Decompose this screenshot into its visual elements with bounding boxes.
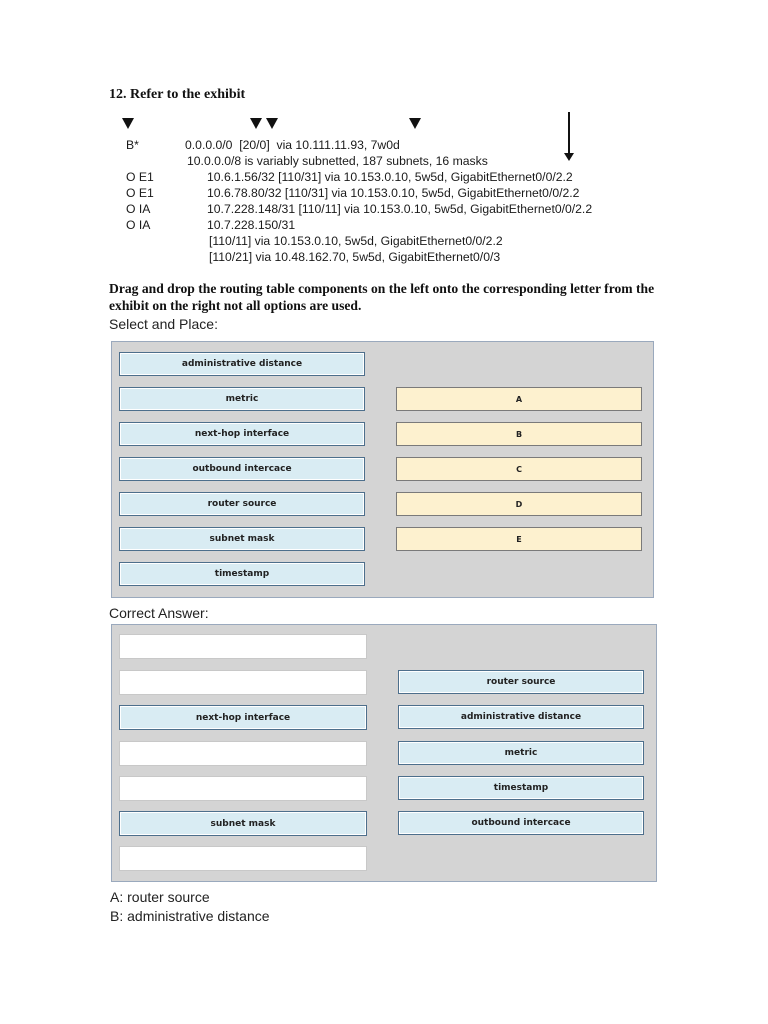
answer-b-administrative-distance[interactable]: administrative distance xyxy=(398,705,644,729)
marker-b-icon xyxy=(250,118,262,129)
marker-c-icon xyxy=(266,118,278,129)
route-text: 0.0.0.0/0 [20/0] via 10.111.11.93, 7w0d xyxy=(185,138,400,152)
empty-slot xyxy=(119,670,367,695)
drop-target-c[interactable]: C xyxy=(396,457,642,481)
answer-c-metric[interactable]: metric xyxy=(398,741,644,765)
instructions: Drag and drop the routing table components on the left onto the corresponding letter from the exhibit on the right not all options are used. xyxy=(109,281,655,313)
route-code: O E1 xyxy=(126,186,154,200)
route-text: 10.0.0.0/8 is variably subnetted, 187 subnets, 16 masks xyxy=(187,154,488,168)
empty-slot xyxy=(119,634,367,659)
marker-e-arrowhead-icon xyxy=(564,153,574,161)
drop-target-a[interactable]: A xyxy=(396,387,642,411)
empty-slot xyxy=(119,741,367,766)
answer-line-a: A: router source xyxy=(110,889,210,905)
answer-d-timestamp[interactable]: timestamp xyxy=(398,776,644,800)
route-text: 10.7.228.150/31 xyxy=(207,218,296,232)
answer-next-hop-interface[interactable]: next-hop interface xyxy=(119,705,367,730)
select-and-place-label: Select and Place: xyxy=(109,316,218,332)
marker-e-arrow-icon xyxy=(568,112,570,154)
answer-line-b: B: administrative distance xyxy=(110,908,270,924)
drop-target-e[interactable]: E xyxy=(396,527,642,551)
option-metric[interactable]: metric xyxy=(119,387,365,411)
answer-subnet-mask[interactable]: subnet mask xyxy=(119,811,367,836)
option-next-hop-interface[interactable]: next-hop interface xyxy=(119,422,365,446)
drop-target-b[interactable]: B xyxy=(396,422,642,446)
correct-answer-label: Correct Answer: xyxy=(109,605,209,621)
option-timestamp[interactable]: timestamp xyxy=(119,562,365,586)
answer-e-outbound-interface[interactable]: outbound intercace xyxy=(398,811,644,835)
option-outbound-interface[interactable]: outbound intercace xyxy=(119,457,365,481)
route-text: [110/21] via 10.48.162.70, 5w5d, GigabitEthernet0/0/3 xyxy=(209,250,501,264)
marker-a-icon xyxy=(122,118,134,129)
option-administrative-distance[interactable]: administrative distance xyxy=(119,352,365,376)
question-title: 12. Refer to the exhibit xyxy=(109,87,246,102)
route-text: 10.7.228.148/31 [110/11] via 10.153.0.10, 5w5d, GigabitEthernet0/0/2.2 xyxy=(207,202,593,216)
route-text: 10.6.78.80/32 [110/31] via 10.153.0.10, 5w5d, GigabitEthernet0/0/2.2 xyxy=(207,186,580,200)
route-code: O IA xyxy=(126,202,151,216)
drop-target-d[interactable]: D xyxy=(396,492,642,516)
route-text: [110/11] via 10.153.0.10, 5w5d, GigabitEthernet0/0/2.2 xyxy=(209,234,503,248)
empty-slot xyxy=(119,776,367,801)
answer-a-router-source[interactable]: router source xyxy=(398,670,644,694)
route-code: B* xyxy=(126,138,139,152)
route-text: 10.6.1.56/32 [110/31] via 10.153.0.10, 5w5d, GigabitEthernet0/0/2.2 xyxy=(207,170,573,184)
option-subnet-mask[interactable]: subnet mask xyxy=(119,527,365,551)
option-router-source[interactable]: router source xyxy=(119,492,365,516)
route-code: O E1 xyxy=(126,170,154,184)
empty-slot xyxy=(119,846,367,871)
route-code: O IA xyxy=(126,218,151,232)
marker-d-icon xyxy=(409,118,421,129)
